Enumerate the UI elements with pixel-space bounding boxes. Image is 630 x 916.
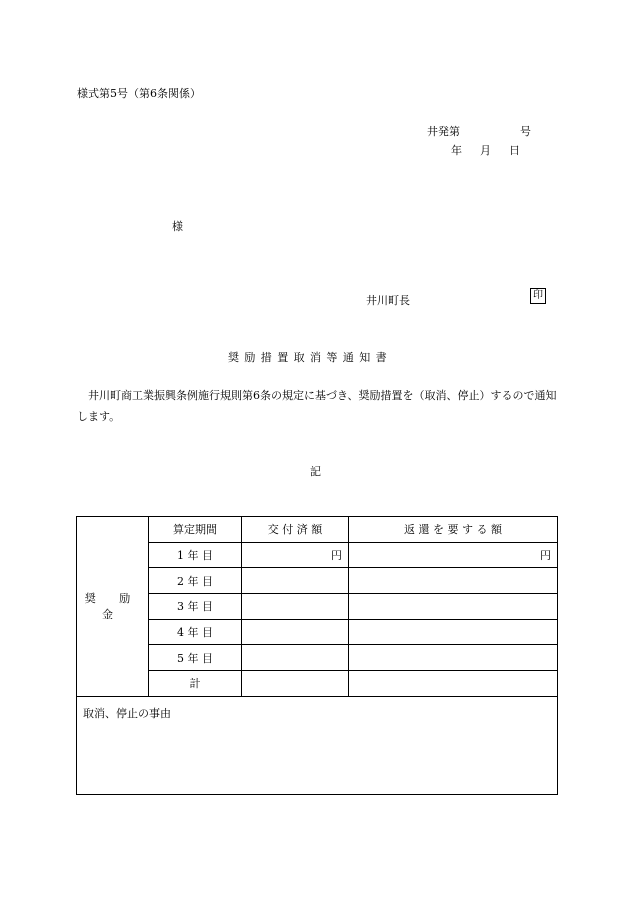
reason-row — [77, 696, 558, 794]
date-year: 年 — [451, 144, 462, 157]
reason-cell[interactable]: 取消、停止の事由 — [77, 696, 558, 794]
refund-amount-cell[interactable] — [349, 619, 558, 645]
table-row — [77, 542, 558, 568]
period-cell: 3 年 目 — [149, 594, 242, 620]
refund-total-cell[interactable] — [349, 671, 558, 697]
incentive-row-label: 奨 励 金 — [77, 517, 149, 697]
date-day: 日 — [509, 144, 520, 157]
refund-amount-cell[interactable]: 円 — [349, 542, 558, 568]
paid-amount-cell[interactable]: 円 — [242, 542, 349, 568]
table-row — [77, 568, 558, 594]
period-cell: 2 年 目 — [149, 568, 242, 594]
table-header-row — [77, 517, 558, 543]
incentive-table — [76, 516, 558, 795]
header-refund-amount: 返 還 を 要 す る 額 — [349, 517, 558, 543]
issue-number-line — [427, 123, 531, 139]
refund-amount-cell[interactable] — [349, 645, 558, 671]
paid-total-cell[interactable] — [242, 671, 349, 697]
body-paragraph: 井川町商工業振興条例施行規則第6条の規定に基づき、奨励措置を（取消、停止）するので通知します。 — [77, 389, 557, 423]
table-row — [77, 619, 558, 645]
paid-amount-cell[interactable] — [242, 568, 349, 594]
paid-amount-cell[interactable] — [242, 619, 349, 645]
period-cell: 1 年 目 — [149, 542, 242, 568]
table-row — [77, 594, 558, 620]
date-line — [451, 142, 520, 158]
ki-heading: 記 — [310, 465, 321, 478]
period-cell: 5 年 目 — [149, 645, 242, 671]
paid-amount-cell[interactable] — [242, 645, 349, 671]
period-cell: 4 年 目 — [149, 619, 242, 645]
form-number: 様式第5号（第6条関係） — [77, 87, 201, 100]
refund-amount-cell[interactable] — [349, 568, 558, 594]
issue-number-suffix: 号 — [520, 125, 531, 138]
issue-number-prefix: 井発第 — [427, 125, 460, 138]
document-title: 奨励措置取消等通知書 — [228, 351, 392, 364]
total-label-cell: 計 — [149, 671, 242, 697]
seal-mark: 印 — [530, 288, 546, 304]
header-period: 算定期間 — [149, 517, 242, 543]
date-month: 月 — [480, 144, 491, 157]
issuer-name: 井川町長 — [366, 294, 410, 307]
refund-amount-cell[interactable] — [349, 594, 558, 620]
table-row — [77, 645, 558, 671]
paid-amount-cell[interactable] — [242, 594, 349, 620]
header-paid-amount: 交 付 済 額 — [242, 517, 349, 543]
table-total-row — [77, 671, 558, 697]
addressee-honorific: 様 — [172, 220, 183, 233]
